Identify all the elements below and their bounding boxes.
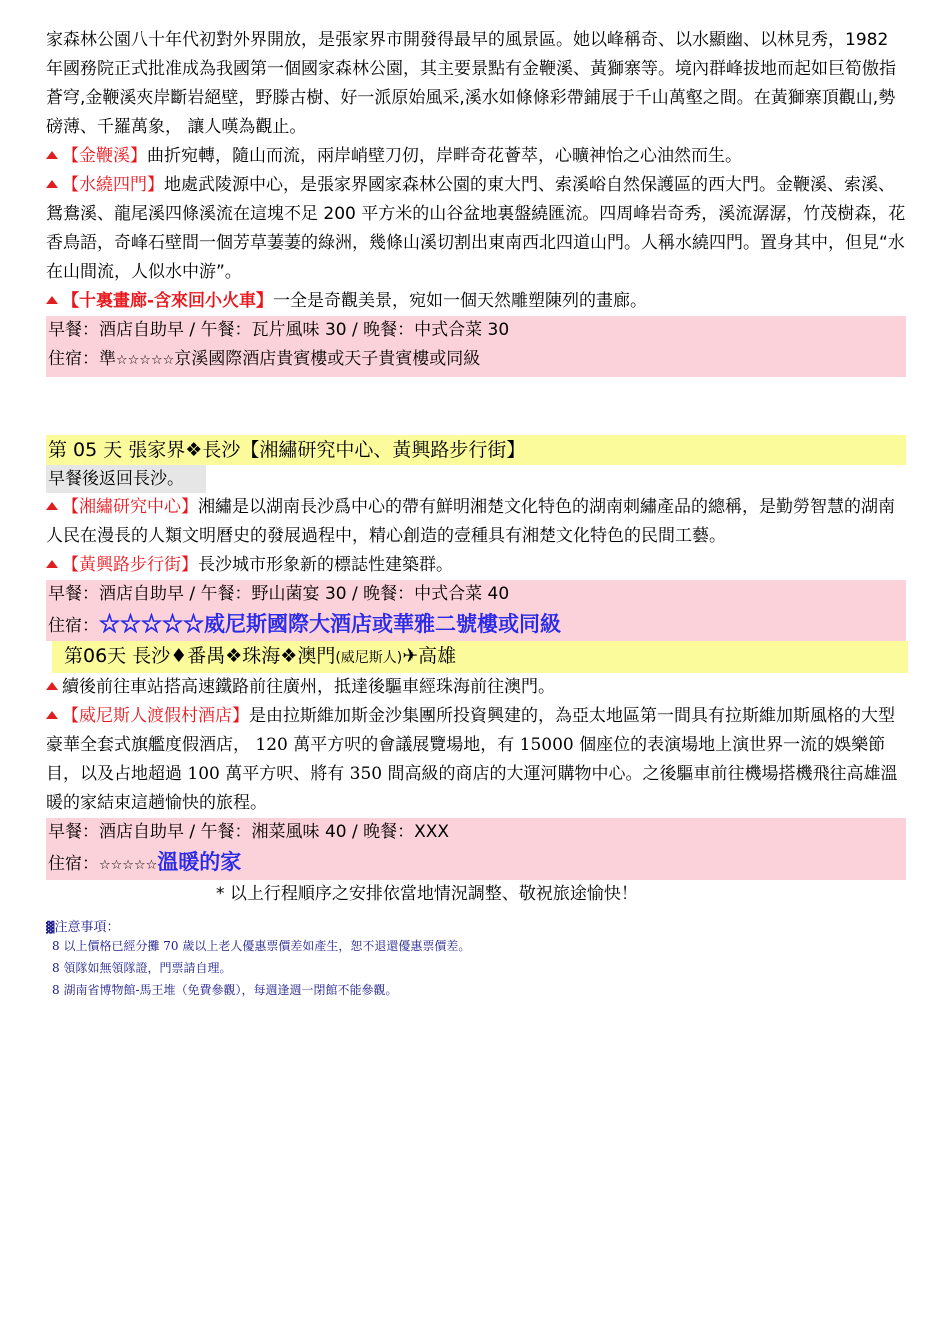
triangle-bullet-icon xyxy=(46,151,58,159)
hotel-row xyxy=(46,609,906,641)
day-6-title-note: (威尼斯人) xyxy=(335,650,403,666)
attraction-label: 【十裏畫廊-含來回小火車】 xyxy=(62,291,274,311)
day-6-title-main: 第06天 長沙♦番禺❖珠海❖澳門 xyxy=(64,645,336,667)
note-item: 8 以上價格已經分攤 70 歲以上老人優惠票價差如產生，恕不退還優惠票價差。 xyxy=(52,939,471,953)
triangle-bullet-icon xyxy=(46,180,58,188)
hotel-prefix: 住宿： xyxy=(48,854,99,874)
itinerary-page xyxy=(46,26,906,1001)
attraction-text: 是由拉斯維加斯金沙集團所投資興建的，為亞太地區第一間具有拉斯維加斯風格的大型豪華全套式旗艦度假酒店， 120 萬平方呎的會議展覽場地，有 15000 個座位的表演場地上演世界一流的娛樂節目，以及占地超過 100 萬平方呎、將有 350 間高級的商店的大運河購物中心。之後驅車前往機場搭機飛往高雄溫暖的家結束這趟愉快的旅程。 xyxy=(46,706,898,813)
attraction-item xyxy=(46,551,906,580)
meals-row: 早餐：酒店自助早 / 午餐：湘菜風味 40 / 晚餐：XXX xyxy=(46,818,906,847)
day-6-line-text: 續後前往車站搭高速鐵路前往廣州，抵達後驅車經珠海前往澳門。 xyxy=(62,677,555,697)
notes-icon: ▓ xyxy=(46,921,55,934)
day-6-title-end: ✈高雄 xyxy=(402,645,457,667)
note-item: 8 湖南省博物館-馬王堆（免費參觀），每週逢週一閉館不能參觀。 xyxy=(52,983,398,997)
attraction-item xyxy=(46,493,906,551)
hotel-prefix: 住宿：準 xyxy=(48,349,116,369)
intro-paragraph: 家森林公園八十年代初對外界開放，是張家界市開發得最早的風景區。她以峰稱奇、以水顯幽、以林見秀，1982 年國務院正式批准成為我國第一個國家森林公園，其主要景點有金鞭溪、黃獅寨等。境內群峰拔地而起如巨筍傲指蒼穹,金鞭溪夾岸斷岩絕壁，野滕古樹、好一派原始風采,溪水如條條彩帶鋪展于千山萬壑之間。在黃獅寨頂觀山,勢磅薄、千羅萬象， 讓人嘆為觀止。 xyxy=(46,30,896,137)
attraction-label: 【威尼斯人渡假村酒店】 xyxy=(62,706,249,726)
hotel-name: ☆☆☆☆☆威尼斯國際大酒店或華雅二號樓或同級 xyxy=(99,611,561,636)
hotel-row xyxy=(46,847,906,880)
day-5-title: 第 05 天 張家界❖長沙【湘繡研究中心、黃興路步行街】 xyxy=(46,435,906,465)
attraction-label: 【水繞四門】 xyxy=(62,175,164,195)
attraction-item xyxy=(46,142,906,171)
triangle-bullet-icon xyxy=(46,560,58,568)
day-5-subtitle: 早餐後返回長沙。 xyxy=(46,465,206,493)
triangle-bullet-icon xyxy=(46,296,58,304)
attraction-text: 地處武陵源中心，是張家界國家森林公園的東大門、索溪峪自然保護區的西大門。金鞭溪、索溪、鴛鴦溪、龍尾溪四條溪流在這塊不足 200 平方米的山谷盆地裏盤繞匯流。四周峰岩奇秀，溪流潺潺，竹茂樹森，花香鳥語，奇峰石壁間一個芳草萋萋的綠洲，幾條山溪切割出東南西北四道山門。人稱水繞四門。置身其中，但見“水在山間流，人似水中游”。 xyxy=(46,175,906,282)
hotel-prefix: 住宿： xyxy=(48,616,99,636)
triangle-bullet-icon xyxy=(46,502,58,510)
attraction-item xyxy=(46,702,906,818)
hotel-stars: ☆☆☆☆☆ xyxy=(99,858,158,873)
attraction-item xyxy=(46,287,906,316)
hotel-row xyxy=(46,345,906,377)
attraction-item xyxy=(46,171,906,287)
meals-row: 早餐：酒店自助早 / 午餐：瓦片風味 30 / 晚餐：中式合菜 30 xyxy=(46,316,906,345)
day-6-line xyxy=(46,673,906,702)
attraction-label: 【金鞭溪】 xyxy=(62,146,147,166)
attraction-text: 湘繡是以湖南長沙爲中心的帶有鮮明湘楚文化特色的湖南刺繡產品的總稱，是勤勞智慧的湖南人民在漫長的人類文明曆史的發展過程中，精心創造的壹種具有湘楚文化特色的民間工藝。 xyxy=(46,497,895,546)
hotel-name: 京溪國際酒店貴賓樓或天子貴賓樓或同級 xyxy=(174,349,481,369)
notes-title: ▓注意事項： xyxy=(46,920,120,935)
attraction-label: 【湘繡研究中心】 xyxy=(62,497,198,517)
triangle-bullet-icon xyxy=(46,711,58,719)
attraction-text: 長沙城市形象新的標誌性建築群。 xyxy=(198,555,453,575)
day-6-title xyxy=(52,641,908,673)
hotel-stars: ☆☆☆☆☆ xyxy=(116,353,175,368)
note-item: 8 領隊如無領隊證，門票請自理。 xyxy=(52,961,232,975)
attraction-label: 【黃興路步行街】 xyxy=(62,555,198,575)
attraction-text: 一全是奇觀美景，宛如一個天然雕塑陳列的畫廊。 xyxy=(273,291,648,311)
triangle-bullet-icon xyxy=(46,682,58,690)
closing-note: * 以上行程順序之安排依當地情況調整、敬祝旅途愉快！ xyxy=(216,884,638,904)
meals-row: 早餐：酒店自助早 / 午餐：野山菌宴 30 / 晚餐：中式合菜 40 xyxy=(46,580,906,609)
attraction-text: 曲折宛轉，隨山而流，兩岸峭壁刀仞，岸畔奇花薈萃，心曠神怡之心油然而生。 xyxy=(147,146,742,166)
hotel-name: 溫暖的家 xyxy=(157,849,242,874)
